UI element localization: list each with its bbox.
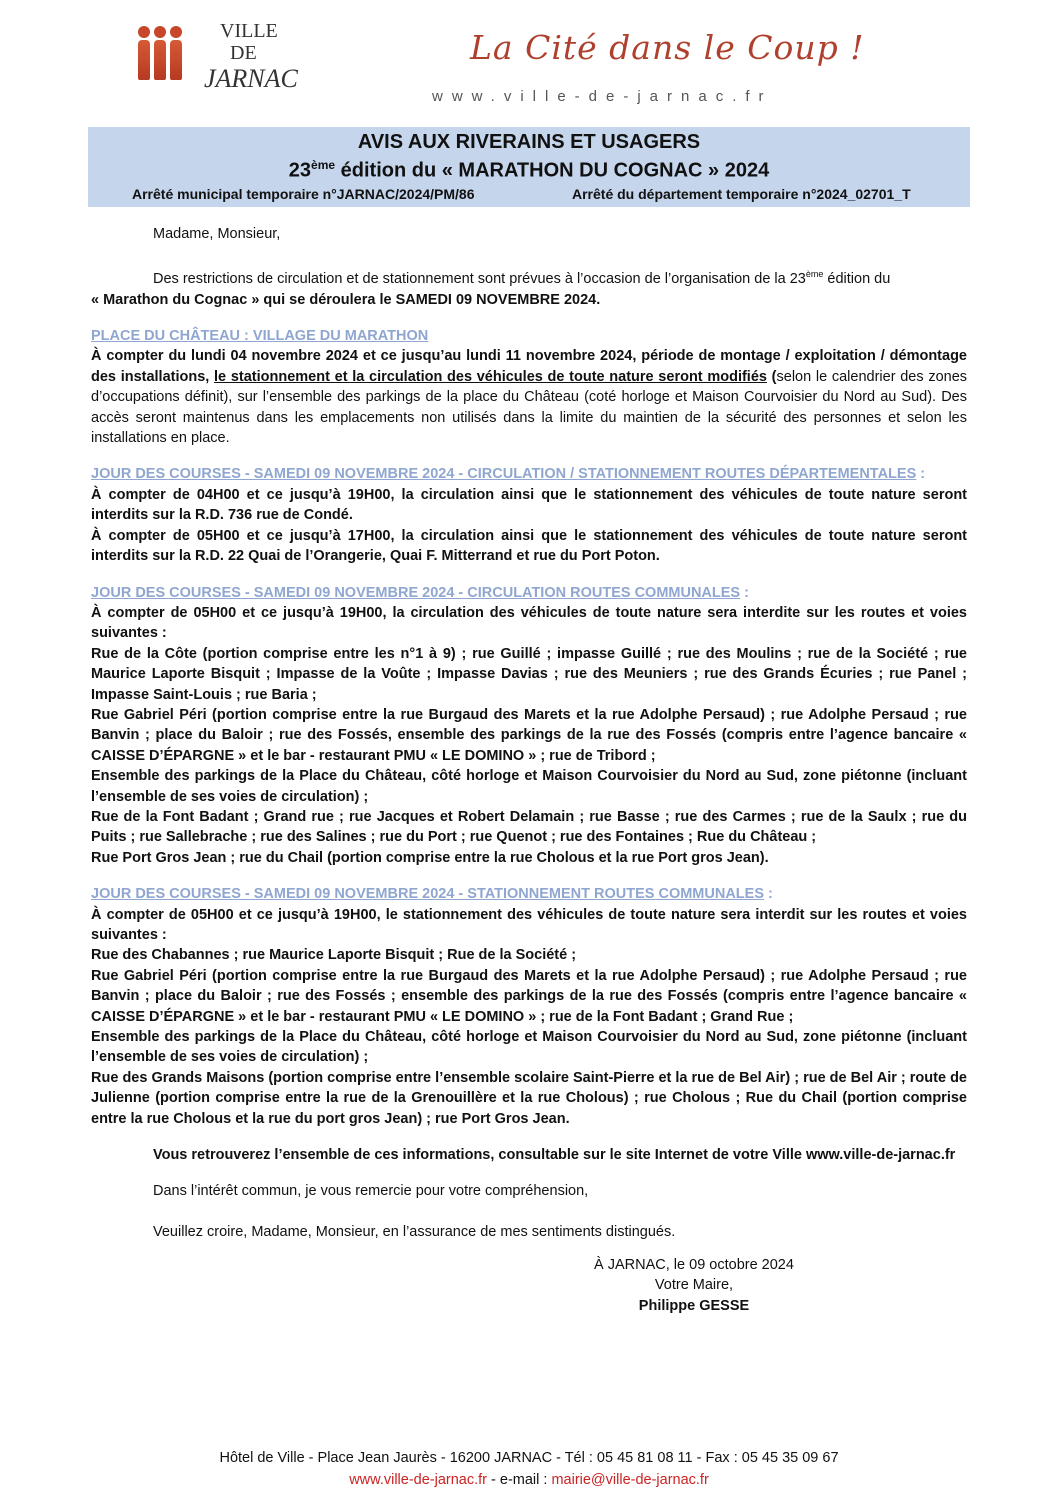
- section-stationnement-p4: Ensemble des parkings de la Place du Château, côté horloge et Maison Courvoisier du Nord au Sud, zone piétonne (incluant l’ensemble de ses voies de circulation) ;: [91, 1029, 967, 1066]
- logo-line-ville: VILLE: [220, 20, 278, 42]
- section-title-departementales: JOUR DES COURSES - SAMEDI 09 NOVEMBRE 2024 - CIRCULATION / STATIONNEMENT ROUTES DÉPARTEMENTALES :: [91, 466, 926, 483]
- footer-email-label: - e-mail :: [487, 1472, 552, 1488]
- section-circulation-p2: Rue de la Côte (portion comprise entre les n°1 à 9) ; rue Guillé ; impasse Guillé ; rue des Moulins ; rue de la Société ; rue Maurice Laporte Bisquit ; Impasse de la Voûte ; Impasse Davias ; rue des Meuniers ; rue des Grands Écuries ; rue Panel ; Impasse Saint-Louis ; rue Baria ;: [91, 645, 967, 703]
- banner-subtitle: 23ème édition du « MARATHON DU COGNAC » 2024: [288, 158, 770, 182]
- slogan: La Cité dans le Coup !: [470, 28, 865, 67]
- footer-address: Hôtel de Ville - Place Jean Jaurès - 16200 JARNAC - Tél : 05 45 81 08 11 - Fax : 05 45 35 09 67: [219, 1450, 839, 1466]
- logo-line-de: DE: [230, 42, 257, 64]
- logo-line-jarnac: JARNAC: [204, 64, 298, 93]
- section-departementales-p2: À compter de 05H00 et ce jusqu’à 17H00, la circulation ainsi que le stationnement des véhicules de toute nature seront interdits sur la R.D. 22 Quai de l’Orangerie, Quai F. Mitterrand et rue du Port Poton.: [91, 527, 967, 565]
- footer-site-link[interactable]: www.ville-de-jarnac.fr: [349, 1472, 487, 1488]
- closing-line: Veuillez croire, Madame, Monsieur, en l’assurance de mes sentiments distingués.: [153, 1223, 676, 1240]
- title-banner: [88, 127, 970, 207]
- section-circulation-p1: À compter de 05H00 et ce jusqu’à 19H00, la circulation des véhicules de toute nature sera interdite sur les routes et voies suivantes :: [91, 604, 967, 642]
- logo-figure-icon: [138, 26, 150, 82]
- section-title-village: PLACE DU CHÂTEAU : VILLAGE DU MARATHON: [91, 328, 429, 345]
- logo-figure-icon: [154, 26, 166, 82]
- arrete-departement: Arrêté du département temporaire n°2024_02701_T: [572, 186, 911, 202]
- intro-event: « Marathon du Cognac » qui se déroulera le SAMEDI 09 NOVEMBRE 2024.: [91, 291, 601, 308]
- greeting: Madame, Monsieur,: [153, 226, 281, 242]
- place-date: À JARNAC, le 09 octobre 2024: [594, 1257, 794, 1273]
- footer-email-link[interactable]: mairie@ville-de-jarnac.fr: [551, 1472, 709, 1488]
- city-logo: [132, 20, 322, 106]
- section-stationnement-p5: Rue des Grands Maisons (portion comprise entre l’ensemble scolaire Saint-Pierre et la rue de Bel Air) ; rue de Bel Air ; route de Julienne (portion comprise entre la rue de la Grenouillère et la rue Cholous) ; rue Cholous ; Rue du Chail (portion comprise entre la rue Cholous et la rue du port gros Jean) ; rue Port Gros Jean.: [91, 1069, 967, 1127]
- intro-paragraph: Des restrictions de circulation et de stationnement sont prévues à l’occasion de l’organisation de la 23ème édition du: [153, 269, 891, 288]
- section-circulation-p3: Rue Gabriel Péri (portion comprise entre la rue Burgaud des Marets et la rue Adolphe Persaud) ; rue Adolphe Persaud ; rue Banvin ; place du Baloir ; rue des Fossés, ensemble des parkings de la rue des Fossés (compris entre l’agence bancaire « CAISSE D’ÉPARGNE » et le bar - restaurant PMU « LE DOMINO » ; rue de Tribord ;: [91, 706, 967, 764]
- arrete-municipal: Arrêté municipal temporaire n°JARNAC/2024/PM/86: [132, 186, 475, 202]
- letter-body: [91, 224, 967, 1242]
- banner-title: AVIS AUX RIVERAINS ET USAGERS: [357, 131, 701, 153]
- logo-figure-icon: [170, 26, 182, 82]
- thanks-line: Dans l’intérêt commun, je vous remercie pour votre compréhension,: [153, 1183, 589, 1200]
- section-title-circulation-communales: JOUR DES COURSES - SAMEDI 09 NOVEMBRE 2024 - CIRCULATION ROUTES COMMUNALES :: [91, 584, 749, 601]
- header-website: www.ville-de-jarnac.fr: [432, 88, 773, 105]
- section-stationnement-p1: À compter de 05H00 et ce jusqu’à 19H00, le stationnement des véhicules de toute nature sera interdit sur les routes et voies suivantes :: [91, 906, 967, 944]
- info-line: Vous retrouverez l’ensemble de ces informations, consultable sur le site Internet de votre Ville www.ville-de-jarnac.fr: [153, 1147, 956, 1164]
- signature-name: Philippe GESSE: [638, 1297, 750, 1314]
- section-circulation-p5: Rue de la Font Badant ; Grand rue ; rue Jacques et Robert Delamain ; rue Basse ; rue des Carmes ; rue de la Saulx ; rue du Puits ; rue Sallebrache ; rue des Salines ; rue du Port ; rue Quenot ; rue des Fontaines ; Rue du Château ;: [91, 808, 967, 846]
- section-stationnement-p2: Rue des Chabannes ; rue Maurice Laporte Bisquit ; Rue de la Société ;: [91, 947, 577, 964]
- section-circulation-p6: Rue Port Gros Jean ; rue du Chail (portion comprise entre la rue Cholous et la rue Port gros Jean).: [91, 849, 769, 866]
- section-title-stationnement-communales: JOUR DES COURSES - SAMEDI 09 NOVEMBRE 2024 - STATIONNEMENT ROUTES COMMUNALES :: [91, 886, 773, 903]
- signature-role: Votre Maire,: [654, 1277, 734, 1294]
- section-village-text: À compter du lundi 04 novembre 2024 et ce jusqu’au lundi 11 novembre 2024, période de montage / exploitation / démontage des installations, le stationnement et la circulation des véhicules de toute nature seront modifiés (selon le calendrier des zones d’occupations définit), sur l’ensemble des parkings de la place du Château (coté horloge et Maison Courvoisier du Nord au Sud). Des accès seront maintenus dans les emplacements non utilisés dans la limite du maintien de la sécurité des personnes et selon les installations en place.: [91, 348, 968, 447]
- section-circulation-p4: Ensemble des parkings de la Place du Château, côté horloge et Maison Courvoisier du Nord au Sud, zone piétonne (incluant l’ensemble de ses voies de circulation) ;: [91, 768, 967, 805]
- signature-block: [560, 1255, 828, 1316]
- section-stationnement-p3: Rue Gabriel Péri (portion comprise entre la rue Burgaud des Marets et la rue Adolphe Persaud) ; rue Adolphe Persaud ; rue Banvin ; place du Baloir ; rue des Fossés ; ensemble des parkings de la rue des Fossés (compris entre l’agence bancaire « CAISSE D’ÉPARGNE » et le bar - restaurant PMU « LE DOMINO » ; rue de la Font Badant ; Grand Rue ;: [91, 967, 967, 1025]
- section-departementales-p1: À compter de 04H00 et ce jusqu’à 19H00, la circulation ainsi que le stationnement des véhicules de toute nature seront interdits sur la R.D. 736 rue de Condé.: [91, 486, 967, 524]
- footer-contacts: [0, 1472, 1058, 1488]
